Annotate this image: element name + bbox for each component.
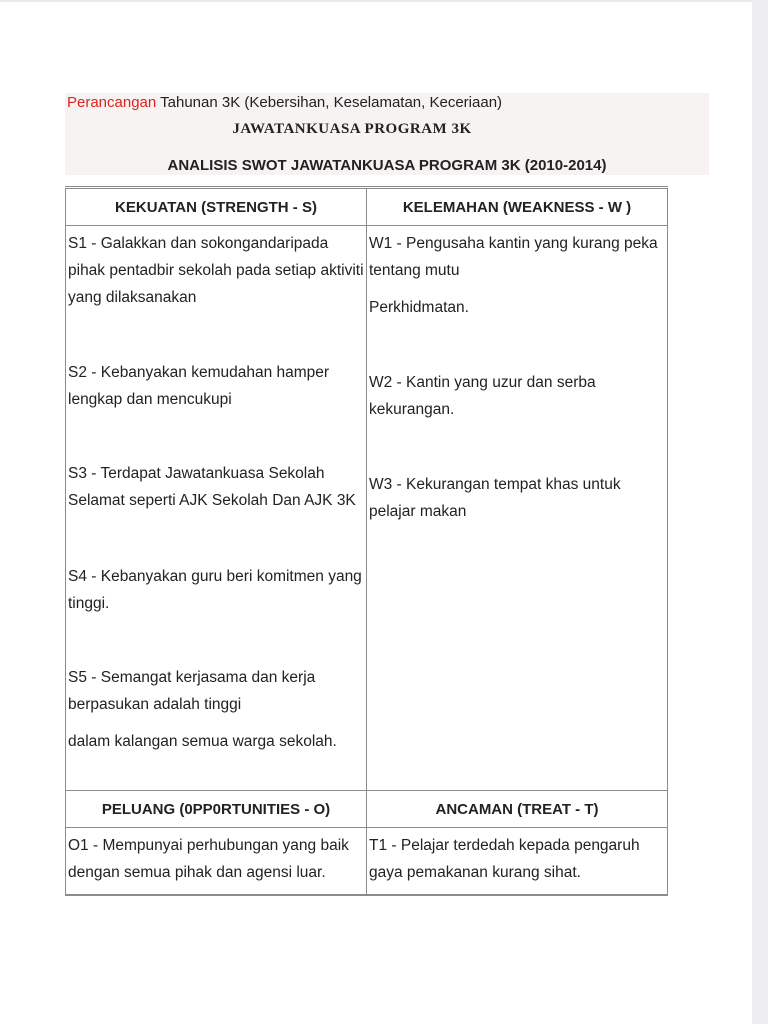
table-row <box>66 226 668 791</box>
strength-item: dalam kalangan semua warga sekolah. <box>68 733 337 750</box>
opportunity-header: PELUANG (0PP0RTUNITIES - O) <box>66 791 367 828</box>
scrollbar-track[interactable] <box>752 0 768 1024</box>
weakness-item: W1 - Pengusaha kantin yang kurang peka tentang mutu <box>369 235 658 279</box>
threats-cell <box>367 828 668 896</box>
opportunity-item: O1 - Mempunyai perhubungan yang baik dengan semua pihak dan agensi luar. <box>68 837 349 881</box>
weakness-item: Perkhidmatan. <box>369 299 469 316</box>
strength-item: S1 - Galakkan dan sokongandaripada pihak pentadbir sekolah pada setiap aktiviti yang dilaksanakan <box>68 235 364 306</box>
table-header-row <box>66 791 668 828</box>
subtitle-text: Tahunan 3K (Kebersihan, Keselamatan, Keceriaan) <box>156 94 503 111</box>
swot-table <box>65 186 668 896</box>
strength-item: S2 - Kebanyakan kemudahan hamper lengkap dan mencukupi <box>68 364 330 408</box>
document-subtitle <box>67 94 502 112</box>
weakness-header: KELEMAHAN (WEAKNESS - W ) <box>367 188 668 226</box>
strength-item: S3 - Terdapat Jawatankuasa Sekolah Selamat seperti AJK Sekolah Dan AJK 3K <box>68 465 356 509</box>
weakness-item: W2 - Kantin yang uzur dan serba kekurangan. <box>369 374 596 418</box>
weakness-item: W3 - Kekurangan tempat khas untuk pelajar makan <box>369 476 621 520</box>
threat-header: ANCAMAN (TREAT - T) <box>367 791 668 828</box>
strengths-cell <box>66 226 367 791</box>
weaknesses-cell <box>367 226 668 791</box>
strength-item: S5 - Semangat kerjasama dan kerja berpasukan adalah tinggi <box>68 669 316 713</box>
top-border <box>0 0 752 2</box>
strength-item: S4 - Kebanyakan guru beri komitmen yang tinggi. <box>68 568 362 612</box>
committee-title: JAWATANKUASA PROGRAM 3K <box>232 121 472 137</box>
threat-item: T1 - Pelajar terdedah kepada pengaruh gaya pemakanan kurang sihat. <box>369 837 640 881</box>
table-header-row <box>66 188 668 226</box>
table-row <box>66 828 668 896</box>
highlight-word: Perancangan <box>67 94 157 111</box>
strength-header: KEKUATAN (STRENGTH - S) <box>66 188 367 226</box>
analysis-title: ANALISIS SWOT JAWATANKUASA PROGRAM 3K (2010-2014) <box>167 157 607 174</box>
opportunities-cell <box>66 828 367 896</box>
